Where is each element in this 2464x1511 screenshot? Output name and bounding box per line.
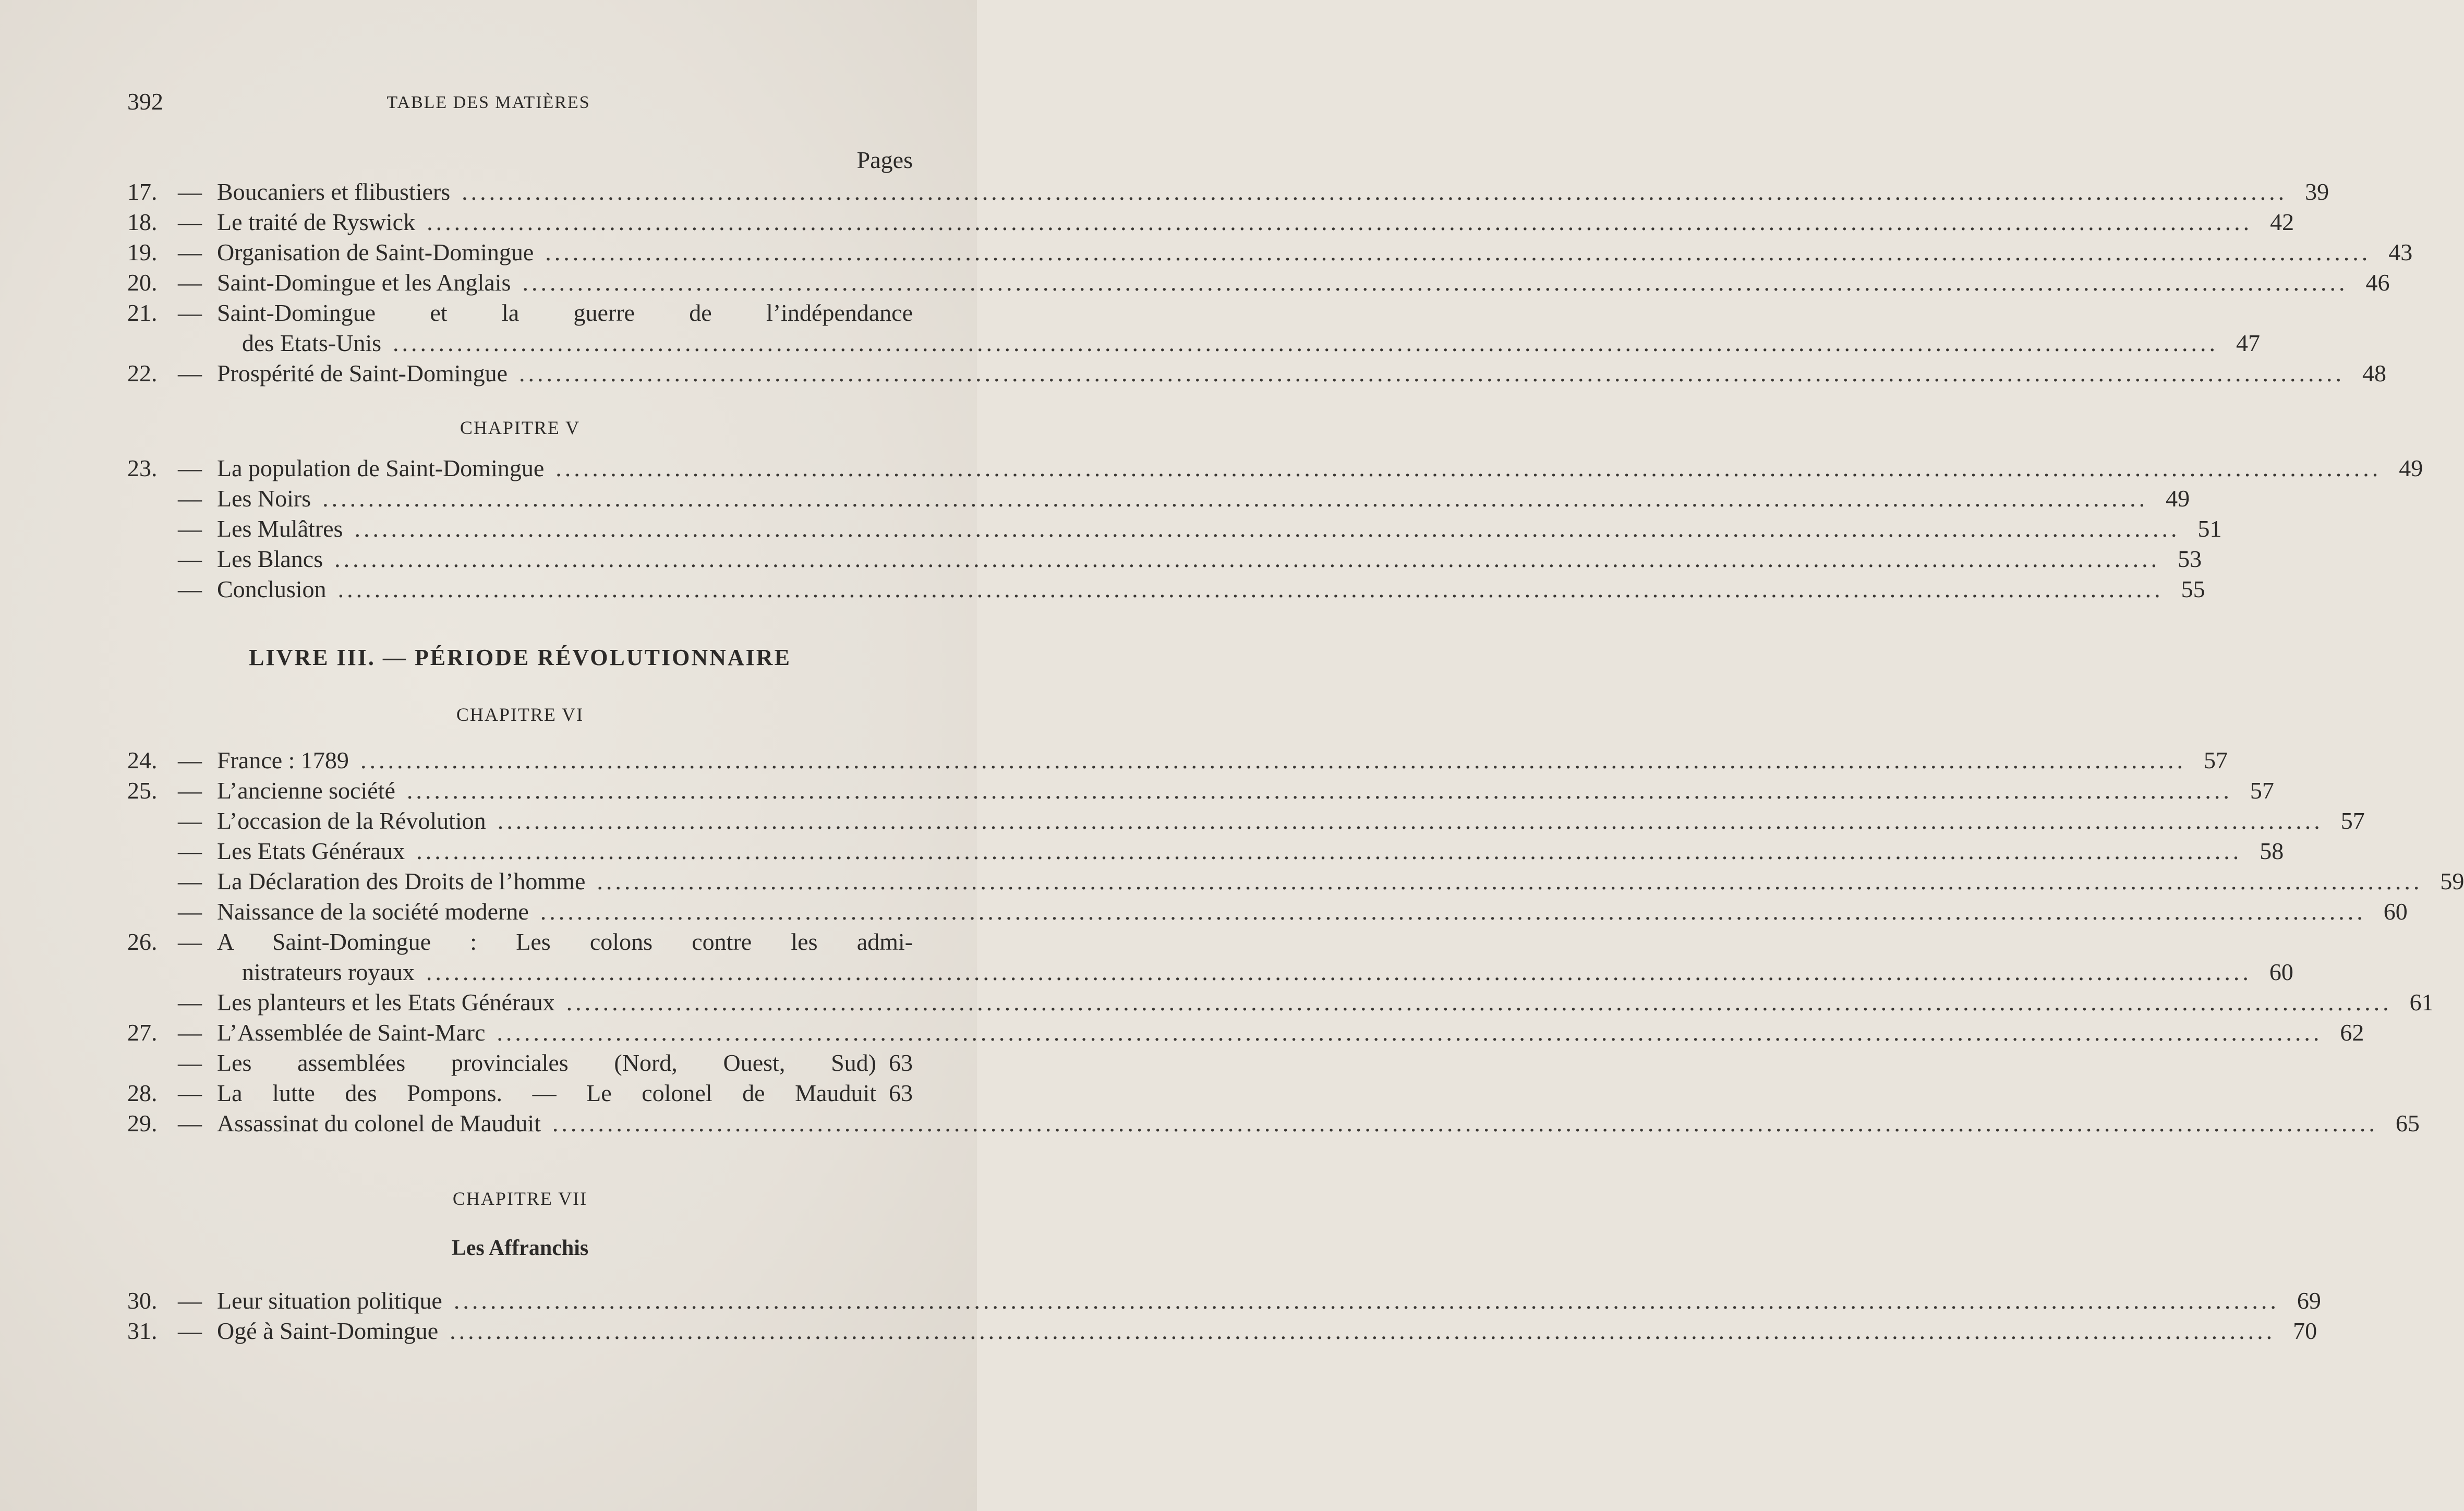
- entry-number: 22.: [127, 360, 158, 386]
- entry-dash: —: [178, 515, 202, 542]
- entry-title: Les Mulâtres: [217, 515, 343, 542]
- toc-entry: [127, 1316, 2317, 1346]
- leader-dots: ........................................................................................................................................................................................................: [416, 838, 2242, 864]
- entry-dash: —: [178, 576, 202, 602]
- leader-dots: ........................................................................................................................................................................................................: [597, 868, 2423, 894]
- entry-title: La lutte des Pompons. — Le colonel de Mauduit: [217, 1080, 876, 1106]
- entry-page: 65: [2395, 1110, 2420, 1137]
- entry-number: 30.: [127, 1287, 158, 1314]
- leader-dots: ........................................................................................................................................................................................................: [322, 485, 2148, 512]
- entry-title: Organisation de Saint-Domingue: [217, 239, 534, 265]
- toc-entry: [127, 177, 2329, 207]
- leader-dots: ........................................................................................................................................................................................................: [566, 989, 2392, 1016]
- entry-page: 49: [2399, 455, 2423, 481]
- entry-dash: —: [178, 928, 202, 955]
- entry-number: 28.: [127, 1080, 158, 1106]
- entry-title: La population de Saint-Domingue: [217, 455, 545, 481]
- entry-number: 27.: [127, 1019, 158, 1046]
- leader-dots: ........................................................................................................................................................................................................: [497, 1019, 2323, 1046]
- entry-number: 19.: [127, 239, 158, 265]
- leader-dots: ........................................................................................................................................................................................................: [450, 1317, 2276, 1344]
- entry-page: 39: [2305, 178, 2329, 205]
- leader-dots: ........................................................................................................................................................................................................: [540, 898, 2366, 925]
- entry-number: 29.: [127, 1110, 158, 1137]
- toc-group-c: [127, 745, 2464, 1139]
- entry-number: 20.: [127, 269, 158, 296]
- entry-title: Ogé à Saint-Domingue: [217, 1317, 439, 1344]
- entry-dash: —: [178, 455, 202, 481]
- entry-dash: —: [178, 747, 202, 773]
- entry-dash: —: [178, 485, 202, 512]
- entry-page: 55: [2181, 576, 2205, 602]
- leader-dots: ........................................................................................................................................................................................................: [406, 777, 2232, 804]
- entry-dash: —: [178, 838, 202, 864]
- toc-entry-multiline: [127, 298, 2261, 358]
- entry-number: 17.: [127, 178, 158, 205]
- entry-title: Le traité de Ryswick: [217, 209, 416, 235]
- leader-dots: ........................................................................................................................................................................................................: [334, 546, 2160, 572]
- entry-page: 53: [2178, 546, 2202, 572]
- chapter-title: Les Affranchis: [451, 1236, 589, 1260]
- entry-title: Les Etats Généraux: [217, 838, 405, 864]
- leader-dots: ........................................................................................................................................................................................................: [552, 1110, 2378, 1137]
- entry-page: 61: [2409, 989, 2434, 1016]
- toc-entry: [127, 1108, 2420, 1139]
- entry-title: Leur situation politique: [217, 1287, 442, 1314]
- toc-entry: [127, 987, 2434, 1018]
- entry-dash: —: [178, 807, 202, 834]
- entry-dash: —: [178, 1049, 202, 1076]
- entry-title: France : 1789: [217, 747, 349, 773]
- leader-dots: ........................................................................................................................................................................................................: [393, 330, 2219, 356]
- leader-dots: ........................................................................................................................................................................................................: [545, 239, 2371, 265]
- entry-dash: —: [178, 209, 202, 235]
- entry-number: 18.: [127, 209, 158, 235]
- toc-group-g: [127, 1286, 2321, 1346]
- toc-entry: [127, 776, 2274, 806]
- toc-entry: [127, 1286, 2321, 1316]
- leader-dots: ........................................................................................................................................................................................................: [354, 515, 2180, 542]
- toc-entry: [127, 1048, 913, 1078]
- toc-entry: [127, 1078, 913, 1108]
- chapter-heading: CHAPITRE VI: [456, 704, 584, 725]
- entry-page: 69: [2297, 1287, 2321, 1314]
- entry-title: Les Blancs: [217, 546, 323, 572]
- entry-title: Les Noirs: [217, 485, 311, 512]
- entry-title: Conclusion: [217, 576, 327, 602]
- entry-title: Prospérité de Saint-Domingue: [217, 360, 508, 386]
- entry-page: 63: [889, 1080, 913, 1106]
- entry-page: 51: [2197, 515, 2222, 542]
- toc-group-b: [127, 453, 2423, 605]
- toc-entry: [127, 358, 2387, 389]
- toc-entry: [127, 453, 2423, 483]
- entry-page: 57: [2203, 747, 2228, 773]
- entry-number: 26.: [127, 928, 158, 955]
- entry-title: Saint-Domingue et les Anglais: [217, 269, 511, 296]
- running-title: TABLE DES MATIÈRES: [386, 93, 590, 112]
- toc-entry-multiline: [127, 927, 2293, 987]
- entry-page: 46: [2365, 269, 2390, 296]
- leader-dots: ........................................................................................................................................................................................................: [497, 807, 2323, 834]
- entry-number: 21.: [127, 299, 158, 326]
- entry-page: 57: [2250, 777, 2274, 804]
- toc-entry: [127, 806, 2365, 836]
- leader-dots: ........................................................................................................................................................................................................: [427, 209, 2253, 235]
- toc-entry: [127, 866, 2464, 897]
- entry-dash: —: [178, 239, 202, 265]
- entry-title-line1: A Saint-Domingue : Les colons contre les admi-: [217, 928, 913, 955]
- leader-dots: ........................................................................................................................................................................................................: [522, 269, 2348, 296]
- entry-page: 57: [2340, 807, 2365, 834]
- entry-dash: —: [178, 360, 202, 386]
- entry-title: La Déclaration des Droits de l’homme: [217, 868, 586, 894]
- entry-page: 60: [2383, 898, 2408, 925]
- pages-column-label: Pages: [856, 147, 913, 173]
- entry-dash: —: [178, 898, 202, 925]
- toc-entry: [127, 483, 2190, 514]
- toc-entry: [127, 237, 2413, 268]
- toc-entry: [127, 207, 2294, 237]
- toc-entry: [127, 514, 2222, 544]
- entry-title-line1: Saint-Domingue et la guerre de l’indépendance: [217, 299, 913, 326]
- entry-page: 63: [889, 1049, 913, 1076]
- entry-title: L’Assemblée de Saint-Marc: [217, 1019, 486, 1046]
- entry-dash: —: [178, 1287, 202, 1314]
- entry-title: Assassinat du colonel de Mauduit: [217, 1110, 541, 1137]
- leader-dots: ........................................................................................................................................................................................................: [337, 576, 2164, 602]
- page-number: 392: [127, 88, 163, 115]
- toc-entry: [127, 544, 2202, 574]
- entry-number: 24.: [127, 747, 158, 773]
- entry-dash: —: [178, 1110, 202, 1137]
- entry-dash: —: [178, 299, 202, 326]
- table-of-contents: [127, 143, 2464, 1346]
- entry-dash: —: [178, 1080, 202, 1106]
- entry-dash: —: [178, 1317, 202, 1344]
- entry-page: 42: [2270, 209, 2294, 235]
- leader-dots: ........................................................................................................................................................................................................: [555, 455, 2382, 481]
- leader-dots: ........................................................................................................................................................................................................: [462, 178, 2288, 205]
- toc-entry: [127, 574, 2205, 605]
- entry-dash: —: [178, 868, 202, 894]
- toc-entry: [127, 836, 2284, 866]
- toc-entry: [127, 1018, 2364, 1048]
- entry-page: 58: [2260, 838, 2284, 864]
- entry-number: 23.: [127, 455, 158, 481]
- entry-dash: —: [178, 269, 202, 296]
- entry-title: Les planteurs et les Etats Généraux: [217, 989, 555, 1016]
- entry-page: 49: [2166, 485, 2190, 512]
- entry-title: Boucaniers et flibustiers: [217, 178, 451, 205]
- entry-number: 25.: [127, 777, 158, 804]
- leader-dots: ........................................................................................................................................................................................................: [519, 360, 2345, 386]
- entry-dash: —: [178, 989, 202, 1016]
- entry-title: Les assemblées provinciales (Nord, Ouest, Sud): [217, 1049, 876, 1076]
- entry-title: L’ancienne société: [217, 777, 395, 804]
- entry-dash: —: [178, 546, 202, 572]
- entry-page: 60: [2269, 959, 2293, 985]
- entry-dash: —: [178, 1019, 202, 1046]
- leader-dots: ........................................................................................................................................................................................................: [453, 1287, 2279, 1314]
- entry-page: 70: [2293, 1317, 2317, 1344]
- page-header: [127, 88, 850, 119]
- entry-dash: —: [178, 178, 202, 205]
- leader-dots: ........................................................................................................................................................................................................: [360, 747, 2186, 773]
- chapter-heading: CHAPITRE VII: [452, 1188, 588, 1209]
- entry-page: 62: [2340, 1019, 2364, 1046]
- leader-dots: ........................................................................................................................................................................................................: [426, 959, 2252, 985]
- entry-page: 59: [2440, 868, 2464, 894]
- toc-entry: [127, 745, 2228, 776]
- entry-title: L’occasion de la Révolution: [217, 807, 486, 834]
- entry-title: Naissance de la société moderne: [217, 898, 529, 925]
- entry-page: 43: [2388, 239, 2413, 265]
- chapter-heading: CHAPITRE V: [460, 417, 581, 438]
- entry-title-line2: nistrateurs royaux: [242, 959, 415, 985]
- toc-group-a: [127, 177, 2413, 298]
- entry-title-line2: des Etats-Unis: [242, 330, 382, 356]
- toc-entry: [127, 268, 2390, 298]
- entry-dash: —: [178, 777, 202, 804]
- entry-page: 48: [2362, 360, 2387, 386]
- entry-number: 31.: [127, 1317, 158, 1344]
- part-heading: LIVRE III. — PÉRIODE RÉVOLUTIONNAIRE: [249, 645, 791, 670]
- toc-entry: [127, 897, 2408, 927]
- entry-page: 47: [2236, 330, 2261, 356]
